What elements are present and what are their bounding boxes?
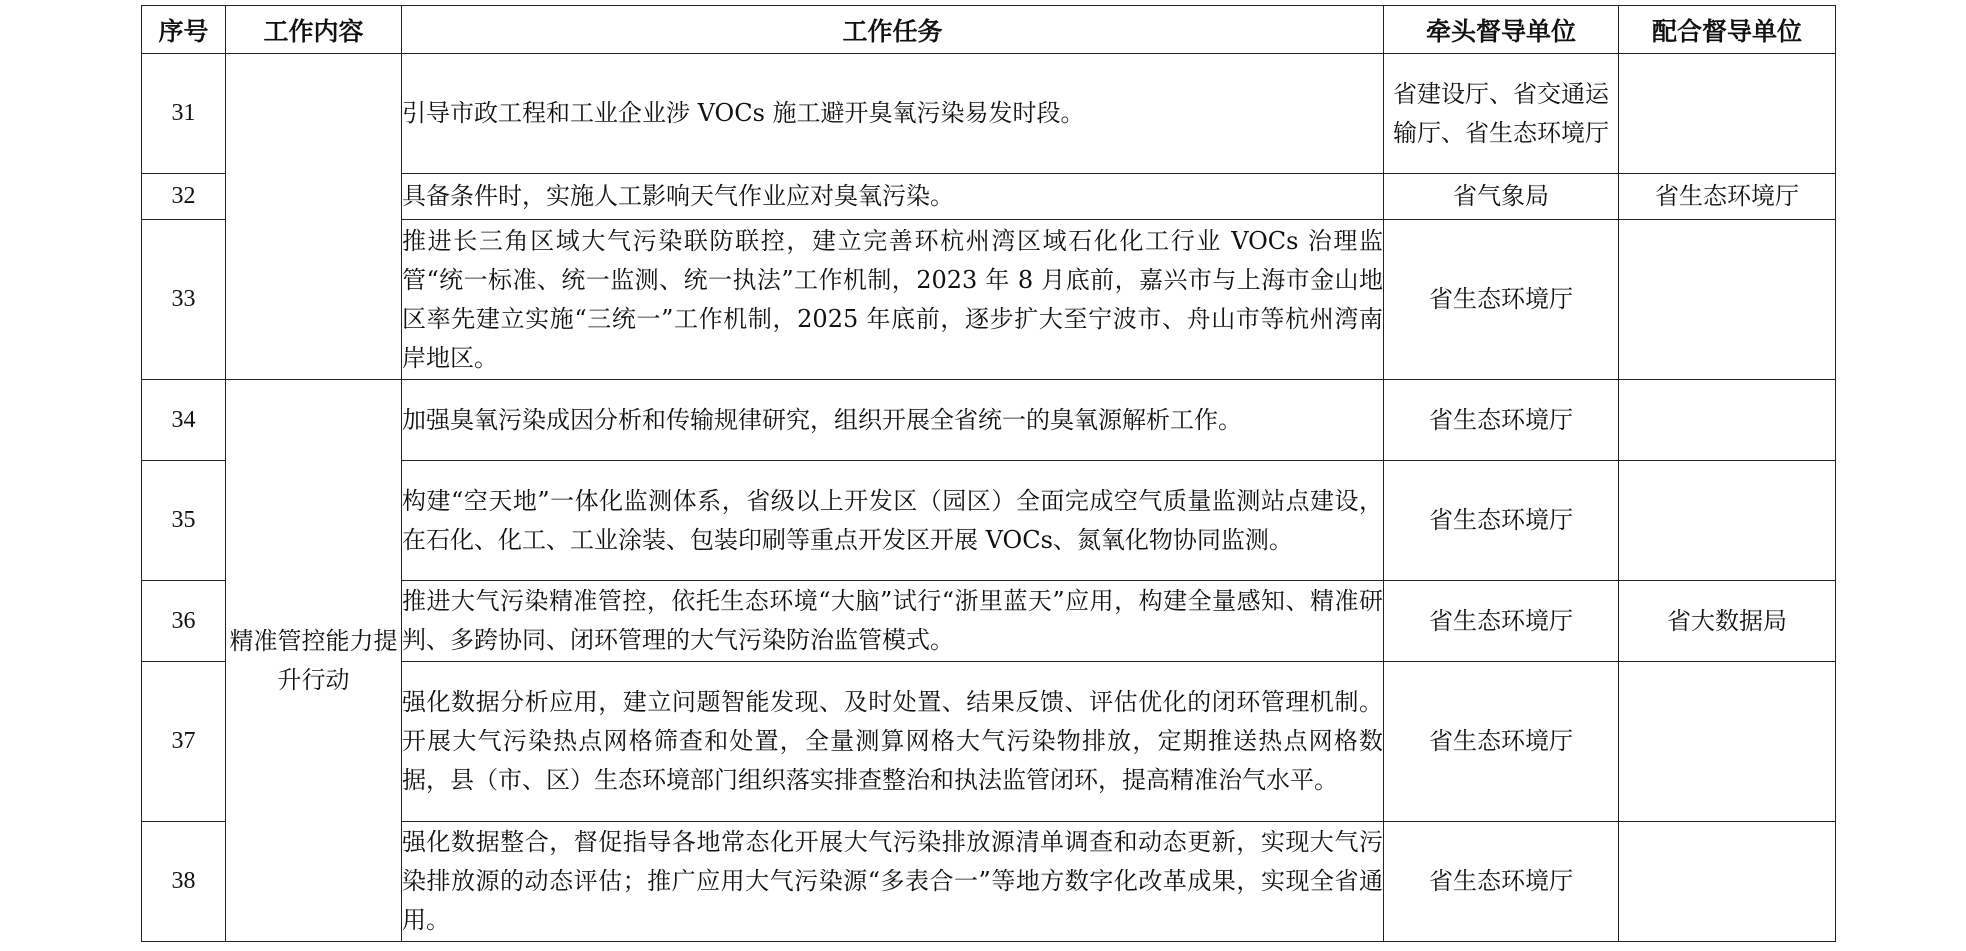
row-lead-unit: 省生态环境厅 <box>1384 461 1619 581</box>
row-lead-unit: 省建设厅、省交通运输厅、省生态环境厅 <box>1384 54 1619 174</box>
header-lead-unit: 牵头督导单位 <box>1384 6 1619 54</box>
row-lead-unit: 省生态环境厅 <box>1384 822 1619 942</box>
header-work-task: 工作任务 <box>402 6 1384 54</box>
row-index: 34 <box>142 380 226 461</box>
row-coop-unit <box>1619 461 1836 581</box>
row-task: 引导市政工程和工业企业涉 VOCs 施工避开臭氧污染易发时段。 <box>402 54 1384 174</box>
row-task: 推进长三角区域大气污染联防联控，建立完善环杭州湾区域石化化工行业 VOCs 治理监管“统一标准、统一监测、统一执法”工作机制，2023 年 8 月底前，嘉兴市与上海市金山地区率先建立实施“三统一”工作机制，2025 年底前，逐步扩大至宁波市、舟山市等杭州湾南岸地区。 <box>402 220 1384 380</box>
table-row <box>142 54 1836 174</box>
row-coop-unit <box>1619 54 1836 174</box>
row-index: 32 <box>142 174 226 220</box>
row-task: 加强臭氧污染成因分析和传输规律研究，组织开展全省统一的臭氧源解析工作。 <box>402 380 1384 461</box>
work-content-cell: 精准管控能力提升行动 <box>226 380 402 942</box>
row-coop-unit <box>1619 822 1836 942</box>
row-coop-unit <box>1619 662 1836 822</box>
row-index: 35 <box>142 461 226 581</box>
row-lead-unit: 省生态环境厅 <box>1384 220 1619 380</box>
table-row <box>142 380 1836 461</box>
row-coop-unit: 省生态环境厅 <box>1619 174 1836 220</box>
row-lead-unit: 省生态环境厅 <box>1384 662 1619 822</box>
table-header-row <box>142 6 1836 54</box>
row-lead-unit: 省气象局 <box>1384 174 1619 220</box>
task-table <box>141 5 1836 942</box>
row-coop-unit: 省大数据局 <box>1619 581 1836 662</box>
row-lead-unit: 省生态环境厅 <box>1384 581 1619 662</box>
row-index: 38 <box>142 822 226 942</box>
header-coop-unit: 配合督导单位 <box>1619 6 1836 54</box>
row-task: 构建“空天地”一体化监测体系，省级以上开发区（园区）全面完成空气质量监测站点建设，在石化、化工、工业涂装、包装印刷等重点开发区开展 VOCs、氮氧化物协同监测。 <box>402 461 1384 581</box>
header-index: 序号 <box>142 6 226 54</box>
row-index: 36 <box>142 581 226 662</box>
row-coop-unit <box>1619 380 1836 461</box>
row-task: 具备条件时，实施人工影响天气作业应对臭氧污染。 <box>402 174 1384 220</box>
row-coop-unit <box>1619 220 1836 380</box>
row-lead-unit: 省生态环境厅 <box>1384 380 1619 461</box>
row-index: 31 <box>142 54 226 174</box>
header-work-content: 工作内容 <box>226 6 402 54</box>
row-task: 强化数据分析应用，建立问题智能发现、及时处置、结果反馈、评估优化的闭环管理机制。开展大气污染热点网格筛查和处置，全量测算网格大气污染物排放，定期推送热点网格数据，县（市、区）生态环境部门组织落实排查整治和执法监管闭环，提高精准治气水平。 <box>402 662 1384 822</box>
row-task: 强化数据整合，督促指导各地常态化开展大气污染排放源清单调查和动态更新，实现大气污染排放源的动态评估；推广应用大气污染源“多表合一”等地方数字化改革成果，实现全省通用。 <box>402 822 1384 942</box>
work-content-cell-empty <box>226 54 402 380</box>
row-index: 33 <box>142 220 226 380</box>
row-task: 推进大气污染精准管控，依托生态环境“大脑”试行“浙里蓝天”应用，构建全量感知、精准研判、多跨协同、闭环管理的大气污染防治监管模式。 <box>402 581 1384 662</box>
row-index: 37 <box>142 662 226 822</box>
